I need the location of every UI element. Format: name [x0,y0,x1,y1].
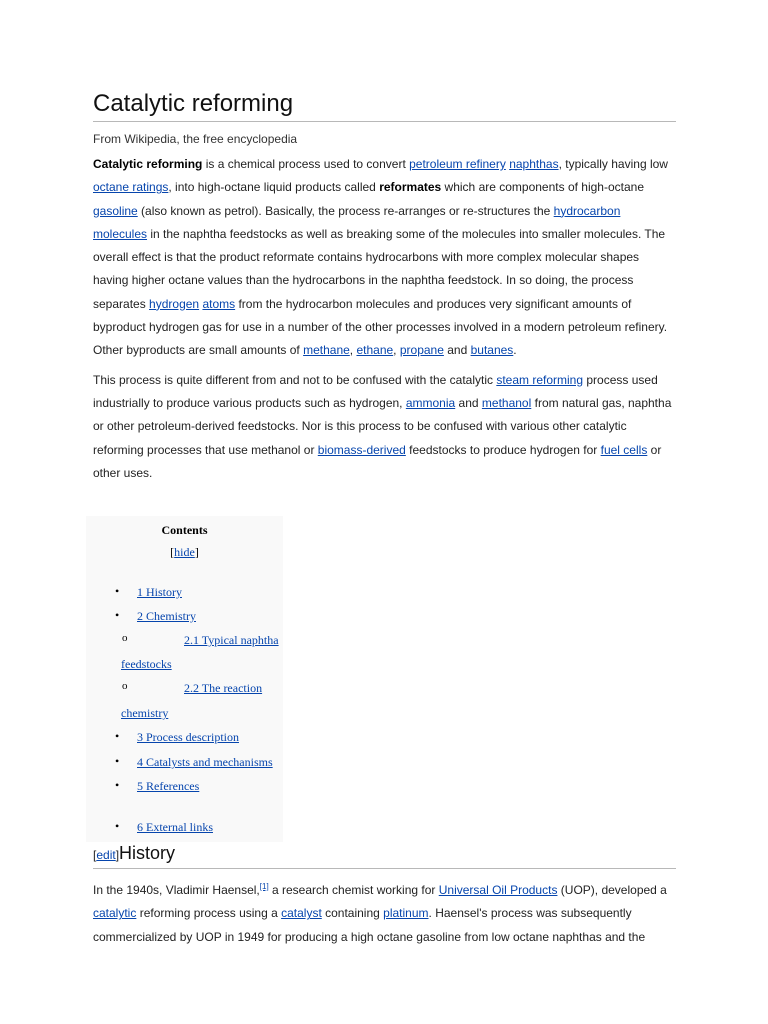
text: (UOP), developed a [557,883,667,897]
text: a research chemist working for [268,883,439,897]
toc-item-chemistry[interactable]: 2 Chemistry [137,609,196,623]
link-ethane[interactable]: ethane [356,343,394,358]
link-petroleum-refinery[interactable]: petroleum refinery [409,157,506,171]
section-title: History [119,843,176,863]
edit-bracket: ] [115,848,120,862]
edit-link[interactable]: edit [96,848,116,862]
text: is a chemical process used to convert [202,157,410,171]
bold-term: Catalytic reforming [93,157,203,171]
link-platinum[interactable]: platinum [383,906,429,921]
link-steam-reforming[interactable]: steam reforming [496,372,584,387]
text: This process is quite different from and not to be confused with the catalytic [93,372,497,387]
text: . [513,343,517,358]
link-methane[interactable]: methane [303,343,350,358]
toc-item-process-description[interactable]: 3 Process description [137,730,239,744]
bracket: [ [170,545,175,559]
bullet-icon: • [115,584,120,598]
second-paragraph [93,369,676,485]
link-biomass-derived[interactable]: biomass-derived [317,442,406,457]
toc-item-catalysts[interactable]: 4 Catalysts and mechanisms [137,755,273,769]
toc-item-references[interactable]: 5 References [137,779,200,793]
text: , [393,343,400,358]
text: and [443,343,471,358]
bullet-icon: • [115,608,120,622]
link-molecules[interactable]: molecules [93,226,148,241]
section-heading-history [93,843,676,869]
history-paragraph [93,879,676,949]
citation-link[interactable]: [1] [259,882,269,891]
text: (also known as petrol). Basically, the process re-arranges or re-structures the [137,203,554,218]
toc-title: Contents [161,523,208,537]
text: , typically having low [558,157,668,171]
text: or other uses. [93,442,662,480]
table-of-contents [86,516,283,842]
text: from natural gas, naphtha or other petroleum-derived feedstocks. Nor is this process to be confused with various other catalytic reforming processes that use methanol or [93,395,672,457]
text: which are components of high-octane [441,180,645,195]
toc-item-reaction-chemistry[interactable]: 2.2 The reaction [184,681,263,695]
toc-hide-link[interactable]: hide [174,545,195,559]
text: In the 1940s, Vladimir Haensel, [93,883,260,897]
link-octane-ratings[interactable]: octane ratings [93,180,169,195]
link-ammonia[interactable]: ammonia [405,395,456,410]
bullet-icon: • [115,729,120,743]
link-methanol[interactable]: methanol [481,395,532,410]
text: . Haensel's process was subsequently commercialized by UOP in 1949 for producing a high octane gasoline from low octane naphthas and the [93,906,646,944]
article [93,88,676,485]
link-catalytic[interactable]: catalytic [93,906,137,921]
text: , into high-octane liquid products called [168,180,380,195]
link-naphthas[interactable]: naphthas [509,157,559,171]
toc-toggle [86,544,283,560]
edit-bracket: [ [93,848,97,862]
bold-term: reformates [379,180,442,195]
circle-bullet-icon: o [122,680,128,692]
page-title: Catalytic reforming [93,88,676,122]
link-gasoline[interactable]: gasoline [93,203,138,218]
toc-item-history[interactable]: 1 History [137,585,182,599]
tagline: From Wikipedia, the free encyclopedia [93,132,298,146]
link-hydrocarbon[interactable]: hydrocarbon [553,203,621,218]
link-atoms[interactable]: atoms [202,296,236,311]
text: feedstocks to produce hydrogen for [405,442,601,457]
link-butanes[interactable]: butanes [470,343,514,358]
link-catalyst[interactable]: catalyst [281,906,322,921]
toc-item-typical-naphtha[interactable]: 2.1 Typical naphtha [184,633,279,647]
text: reforming process using a [136,906,282,921]
link-hydrogen[interactable]: hydrogen [149,296,200,311]
circle-bullet-icon: o [122,632,128,644]
toc-item-typical-naphtha-cont[interactable]: feedstocks [121,657,172,671]
intro-paragraph [93,153,676,363]
bullet-icon: • [115,754,120,768]
text: , [349,343,357,358]
text: and [455,395,482,410]
text: process used industrially to produce various products such as hydrogen, [93,372,658,410]
link-fuel-cells[interactable]: fuel cells [600,442,648,457]
bullet-icon: • [115,819,120,833]
link-propane[interactable]: propane [399,343,444,358]
text: from the hydrocarbon molecules and produces very significant amounts of byproduct hydrogen gas for use in a number of the other processes involved in a modern petroleum refinery. Other byproducts are small amounts of [93,296,668,358]
bracket: ] [194,545,199,559]
toc-item-external-links[interactable]: 6 External links [137,820,213,834]
text: in the naphtha feedstocks as well as breaking some of the molecules into smaller molecules. The overall effect is that the product reformate contains hydrocarbons with more complex molecular shapes having higher octane values than the hydrocarbons in the naphtha feedstock. In so doing, the process separates [93,226,666,311]
toc-item-reaction-chemistry-cont[interactable]: chemistry [121,706,169,720]
history-section [93,879,676,949]
text: containing [321,906,384,921]
bullet-icon: • [115,778,120,792]
link-universal-oil-products[interactable]: Universal Oil Products [438,883,558,897]
